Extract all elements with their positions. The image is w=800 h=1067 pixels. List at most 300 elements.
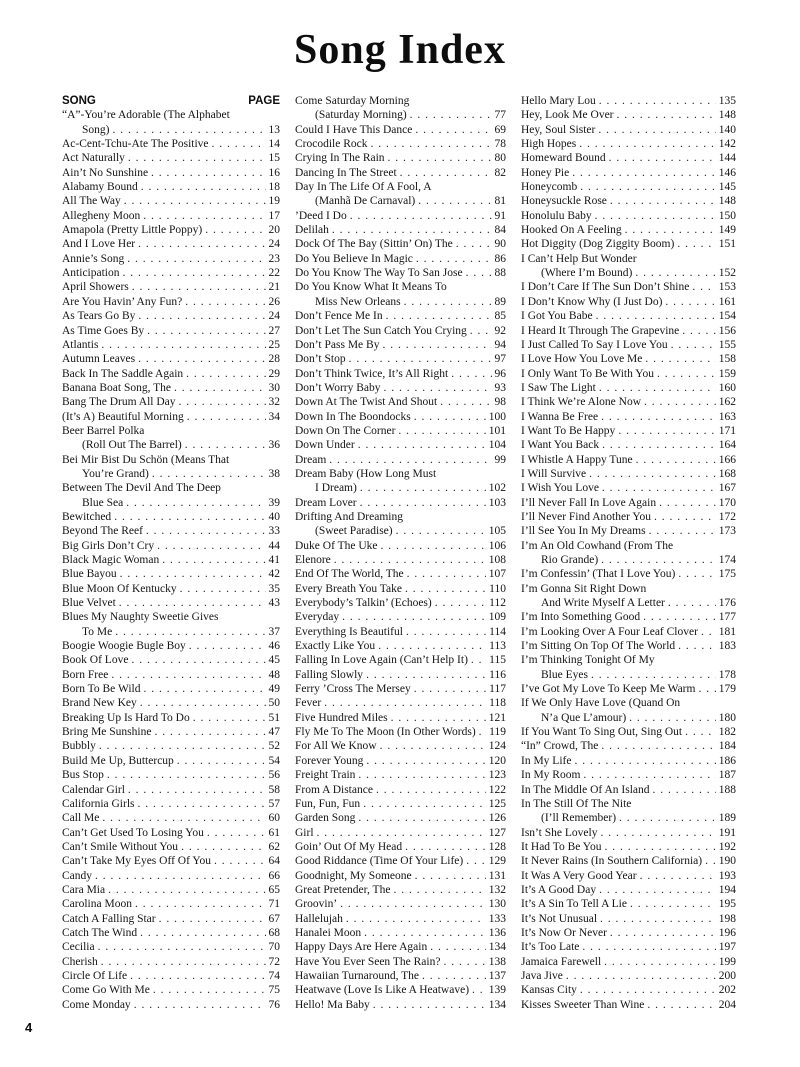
song-page-number: 34 — [268, 410, 280, 423]
song-title: Five Hundred Miles — [295, 711, 388, 724]
dot-leader — [141, 180, 266, 194]
song-page-number: 107 — [488, 568, 506, 581]
dot-leader — [340, 897, 486, 911]
index-entry — [295, 653, 506, 667]
song-page-number: 167 — [718, 482, 736, 495]
song-page-number: 82 — [494, 166, 506, 179]
index-column-3 — [521, 94, 736, 1012]
index-entry — [62, 338, 280, 352]
dot-leader — [415, 869, 486, 883]
song-page-number: 113 — [489, 640, 506, 653]
song-title: It Never Rains (In Southern California) — [521, 855, 703, 868]
song-page-number: 186 — [718, 754, 736, 767]
song-title: Boogie Woogie Bugle Boy — [62, 640, 186, 653]
song-title: Rio Grande) — [541, 554, 599, 566]
song-page-number: 44 — [268, 539, 280, 552]
song-page-number: 105 — [488, 525, 506, 538]
song-title: Miss New Orleans — [315, 295, 401, 308]
dot-leader — [692, 280, 715, 294]
song-page-number: 84 — [494, 224, 506, 237]
song-title: Jamaica Farewell — [521, 955, 602, 968]
dot-leader — [332, 223, 492, 237]
index-entry — [295, 266, 506, 280]
dot-leader — [126, 496, 265, 510]
index-entry — [295, 840, 506, 854]
dot-leader — [418, 194, 491, 208]
song-page-number: 45 — [268, 654, 280, 667]
song-page-number: 191 — [718, 826, 736, 839]
song-page-number: 58 — [268, 783, 280, 796]
dot-leader — [154, 725, 265, 739]
dot-leader — [610, 926, 716, 940]
song-title: Call Me — [62, 812, 100, 825]
song-title: And Write Myself A Letter — [541, 597, 665, 610]
song-title: Catch A Falling Star — [62, 912, 156, 925]
song-page-number: 51 — [268, 711, 280, 724]
song-page-number: 195 — [718, 898, 736, 911]
dot-leader — [358, 438, 486, 452]
song-title: Hey, Look Me Over — [521, 109, 614, 122]
song-title: Hello! Ma Baby — [295, 998, 370, 1011]
index-entry — [62, 983, 280, 997]
song-title: Hey, Soul Sister — [521, 123, 596, 136]
dot-leader — [152, 467, 266, 481]
song-title: Dancing In The Street — [295, 166, 397, 179]
index-entry — [295, 151, 506, 165]
song-title: Don’t Worry Baby — [295, 381, 381, 394]
index-entry — [62, 524, 280, 538]
index-entry — [295, 998, 506, 1012]
song-page-number: 23 — [268, 252, 280, 265]
index-entry — [62, 912, 280, 926]
song-page-number: 154 — [718, 310, 736, 323]
song-title: I Dream) — [315, 482, 357, 495]
index-entry-title-line: I Can’t Help But Wonder — [521, 252, 637, 265]
song-page-number: 104 — [488, 439, 506, 452]
song-title: I’m Confessin’ (That I Love You) — [521, 568, 676, 581]
song-title: Build Me Up, Buttercup — [62, 754, 174, 767]
song-page-number: 78 — [494, 138, 506, 151]
song-page-number: 47 — [268, 726, 280, 739]
song-page-number: 99 — [494, 453, 506, 466]
song-page-number: 187 — [718, 769, 736, 782]
song-page-number: 139 — [488, 984, 506, 997]
dot-leader — [630, 897, 716, 911]
song-title: Everyday — [295, 611, 340, 624]
dot-leader — [583, 768, 715, 782]
dot-leader — [604, 840, 715, 854]
dot-leader — [572, 166, 716, 180]
song-page-number: 46 — [268, 640, 280, 653]
song-page-number: 177 — [718, 611, 736, 624]
dot-leader — [107, 768, 266, 782]
dot-leader — [132, 280, 266, 294]
song-page-number: 67 — [268, 912, 280, 925]
index-entry — [521, 739, 736, 753]
song-title: I’m Looking Over A Four Leaf Clover — [521, 625, 698, 638]
dot-leader — [398, 424, 485, 438]
index-entry-title-line: Bei Mir Bist Du Schön (Means That — [62, 453, 230, 466]
song-title: I Wish You Love — [521, 482, 599, 495]
song-page-number: 108 — [488, 554, 506, 566]
index-entry — [521, 381, 736, 395]
index-entry-title-line: I’m An Old Cowhand (From The — [521, 539, 674, 552]
index-entry — [62, 123, 280, 137]
song-page-number: 103 — [488, 496, 506, 509]
song-page-number: 189 — [718, 812, 736, 825]
dot-leader — [138, 309, 265, 323]
dot-leader — [115, 625, 265, 639]
index-entry — [295, 725, 506, 739]
dot-leader — [153, 983, 266, 997]
dot-leader — [342, 610, 486, 624]
dot-leader — [466, 266, 492, 280]
dot-leader — [414, 682, 486, 696]
index-entry — [295, 108, 506, 122]
index-entry — [295, 783, 506, 797]
song-title: Fever — [295, 697, 322, 710]
dot-leader — [599, 883, 716, 897]
dot-leader — [602, 438, 716, 452]
song-title: From A Distance — [295, 783, 373, 796]
index-entry — [521, 237, 736, 251]
dot-leader — [186, 367, 265, 381]
index-entry — [521, 969, 736, 983]
song-title: Alabamy Bound — [62, 181, 138, 194]
song-title: It Had To Be You — [521, 840, 602, 853]
index-entry — [62, 280, 280, 294]
dot-leader — [386, 309, 492, 323]
dot-leader — [701, 625, 716, 639]
song-title: Falling In Love Again (Can’t Help It) — [295, 654, 468, 667]
song-page-number: 129 — [488, 855, 506, 868]
song-page-number: 24 — [268, 310, 280, 323]
song-page-number: 196 — [718, 926, 736, 939]
song-page-number: 17 — [268, 209, 280, 222]
index-entry — [295, 453, 506, 467]
song-page-number: 148 — [718, 109, 736, 122]
dot-leader — [135, 897, 266, 911]
song-page-number: 121 — [488, 711, 506, 724]
song-title: I Think We’re Alone Now — [521, 396, 642, 409]
dot-leader — [189, 639, 266, 653]
dot-leader — [114, 510, 265, 524]
song-page-number: 123 — [488, 769, 506, 782]
song-page-number: 71 — [268, 898, 280, 911]
song-title: Calendar Girl — [62, 783, 125, 796]
index-entry — [521, 352, 736, 366]
song-page-number: 163 — [718, 410, 736, 423]
song-title: As Time Goes By — [62, 324, 145, 337]
index-entry — [295, 137, 506, 151]
dot-leader — [382, 338, 491, 352]
song-title: Honolulu Baby — [521, 209, 592, 222]
song-title: Kansas City — [521, 984, 577, 997]
song-title: Heatwave (Love Is Like A Heatwave) — [295, 984, 470, 997]
index-entry — [295, 883, 506, 897]
song-title: Candy — [62, 869, 93, 882]
dot-leader — [143, 209, 265, 223]
index-entry — [295, 768, 506, 782]
index-entry — [62, 166, 280, 180]
song-title: Don’t Pass Me By — [295, 338, 380, 351]
song-page-number: 199 — [718, 955, 736, 968]
index-entry — [295, 438, 506, 452]
song-title: I Don’t Know Why (I Just Do) — [521, 295, 663, 308]
song-page-number: 109 — [488, 611, 506, 624]
song-page-number: 40 — [268, 510, 280, 523]
song-title: Annie’s Song — [62, 252, 125, 265]
song-page-number: 54 — [268, 754, 280, 767]
index-entry — [521, 266, 736, 280]
index-entry — [62, 754, 280, 768]
index-entry — [295, 524, 506, 538]
dot-leader — [601, 553, 716, 567]
song-page-number: 168 — [718, 467, 736, 480]
song-title: Hooked On A Feeling — [521, 224, 622, 237]
song-title: Ain’t No Sunshine — [62, 166, 149, 179]
index-entry — [62, 797, 280, 811]
song-page-number: 28 — [268, 353, 280, 366]
index-entry — [62, 209, 280, 223]
index-column-2 — [295, 94, 506, 1012]
song-page-number: 125 — [488, 797, 506, 810]
song-page-number: 160 — [718, 381, 736, 394]
index-entry — [295, 410, 506, 424]
page-title: Song Index — [294, 27, 506, 73]
dot-leader — [456, 237, 492, 251]
index-entry — [295, 854, 506, 868]
song-page-number: 20 — [268, 224, 280, 237]
song-title: Everybody’s Talkin’ (Echoes) — [295, 597, 432, 610]
dot-leader — [470, 324, 492, 338]
song-page-number: 135 — [718, 95, 736, 107]
song-title: Back In The Saddle Again — [62, 367, 184, 380]
dot-leader — [440, 395, 491, 409]
index-entry — [521, 625, 736, 639]
dot-leader — [212, 137, 266, 151]
song-title: Down At The Twist And Shout — [295, 396, 438, 409]
index-entry — [62, 295, 280, 309]
song-title: I Wanna Be Free — [521, 410, 599, 423]
song-page-number: 96 — [494, 367, 506, 380]
dot-leader — [698, 682, 715, 696]
dot-leader — [705, 854, 716, 868]
song-title: ’Deed I Do — [295, 209, 347, 222]
index-entry — [295, 381, 506, 395]
dot-leader — [95, 869, 265, 883]
dot-leader — [207, 826, 266, 840]
index-entry — [62, 151, 280, 165]
song-page-number: 184 — [718, 740, 736, 753]
song-title: California Girls — [62, 797, 135, 810]
dot-leader — [643, 610, 716, 624]
dot-leader — [381, 539, 486, 553]
song-page-number: 19 — [268, 195, 280, 208]
dot-leader — [99, 739, 266, 753]
song-title: Banana Boat Song, The — [62, 381, 172, 394]
dot-leader — [414, 410, 486, 424]
index-entry — [295, 955, 506, 969]
song-page-number: 115 — [489, 654, 506, 667]
index-entry — [521, 826, 736, 840]
song-title: Anticipation — [62, 267, 120, 280]
dot-leader — [366, 754, 485, 768]
song-page-number: 145 — [718, 181, 736, 194]
song-title: Crying In The Rain — [295, 152, 385, 165]
song-title: I Only Want To Be With You — [521, 367, 654, 380]
dot-leader — [101, 338, 265, 352]
song-page-number: 100 — [488, 410, 506, 423]
dot-leader — [185, 438, 266, 452]
dot-leader — [177, 754, 266, 768]
index-entry — [295, 869, 506, 883]
song-title: It’s A Sin To Tell A Lie — [521, 898, 627, 911]
index-entry — [62, 266, 280, 280]
song-page-number: 192 — [718, 840, 736, 853]
song-title: (It’s A) Beautiful Morning — [62, 410, 184, 423]
song-title: Fly Me To The Moon (In Other Words) — [295, 726, 476, 739]
index-entry — [62, 395, 280, 409]
dot-leader — [598, 123, 715, 137]
index-entry-title-line: Day In The Life Of A Fool, A — [295, 181, 432, 194]
dot-leader — [609, 151, 716, 165]
song-page-number: 181 — [718, 625, 736, 638]
song-page-number: 88 — [494, 267, 506, 280]
index-entry — [521, 166, 736, 180]
dot-leader — [98, 940, 266, 954]
song-title: Forever Young — [295, 754, 364, 767]
dot-leader — [625, 223, 716, 237]
song-page-number: 175 — [718, 568, 736, 581]
song-title: Cherish — [62, 955, 98, 968]
song-title: Honeycomb — [521, 181, 578, 194]
dot-leader — [214, 854, 265, 868]
dot-leader — [130, 969, 265, 983]
dot-leader — [599, 381, 716, 395]
song-page-number: 106 — [488, 539, 506, 552]
index-entry — [521, 983, 736, 997]
index-entry — [62, 998, 280, 1012]
song-title: Carolina Moon — [62, 898, 132, 911]
song-page-number: 126 — [488, 812, 506, 825]
index-entry — [521, 410, 736, 424]
dot-leader — [435, 596, 486, 610]
dot-leader — [157, 539, 265, 553]
song-page-number: 155 — [718, 338, 736, 351]
dot-leader — [405, 840, 486, 854]
index-entry — [521, 854, 736, 868]
song-title: I Whistle A Happy Tune — [521, 453, 633, 466]
song-page-number: 25 — [268, 338, 280, 351]
song-page-number: 166 — [718, 453, 736, 466]
song-page-number: 171 — [718, 424, 736, 437]
dot-leader — [654, 510, 716, 524]
song-title: Happy Days Are Here Again — [295, 941, 428, 954]
song-title: It’s Too Late — [521, 941, 580, 954]
dot-leader — [371, 137, 492, 151]
song-title: For All We Know — [295, 740, 377, 753]
index-entry-title-line: I’m Gonna Sit Right Down — [521, 582, 647, 595]
song-title: I’ll See You In My Dreams — [521, 525, 646, 538]
index-entry — [521, 123, 736, 137]
index-entry — [295, 123, 506, 137]
song-page-number: 190 — [718, 855, 736, 868]
index-entry — [521, 553, 736, 567]
song-title: Hot Diggity (Dog Ziggity Boom) — [521, 238, 675, 251]
song-title: Every Breath You Take — [295, 582, 402, 595]
dot-leader — [466, 854, 486, 868]
index-entry — [521, 926, 736, 940]
song-page-number: 38 — [268, 467, 280, 480]
dot-leader — [644, 395, 716, 409]
song-page-number: 134 — [488, 998, 506, 1011]
song-title: Down Under — [295, 439, 355, 452]
dot-leader — [324, 696, 486, 710]
index-entry-title-line: In The Still Of The Nite — [521, 797, 632, 810]
song-page-number: 183 — [718, 640, 736, 653]
song-page-number: 14 — [268, 138, 280, 151]
index-entry — [295, 682, 506, 696]
song-title: Crocodile Rock — [295, 138, 368, 151]
index-entry — [295, 295, 506, 309]
song-header-label: SONG — [62, 95, 96, 107]
column-header — [62, 94, 280, 108]
dot-leader — [574, 754, 715, 768]
dot-leader — [174, 381, 265, 395]
dot-leader — [422, 969, 486, 983]
song-title: Blue Velvet — [62, 597, 116, 610]
dot-leader — [629, 711, 716, 725]
index-entry — [295, 811, 506, 825]
index-entry — [62, 969, 280, 983]
song-title: End Of The World, The — [295, 568, 404, 581]
index-entry — [521, 912, 736, 926]
index-entry — [62, 438, 280, 452]
dot-leader — [123, 266, 266, 280]
song-page-number: 30 — [268, 381, 280, 394]
dot-leader — [479, 725, 487, 739]
song-title: Exactly Like You — [295, 640, 376, 653]
song-title: Could I Have This Dance — [295, 123, 413, 136]
song-title: I’m Into Something Good — [521, 611, 641, 624]
song-page-number: 42 — [268, 568, 280, 581]
song-page-number: 15 — [268, 152, 280, 165]
song-page-number: 32 — [268, 396, 280, 409]
dot-leader — [102, 811, 265, 825]
song-title: Amapola (Pretty Little Poppy) — [62, 224, 203, 237]
song-title: In My Room — [521, 769, 581, 782]
dot-leader — [619, 811, 716, 825]
song-page-number: 174 — [718, 554, 736, 566]
dot-leader — [671, 338, 716, 352]
index-entry — [295, 539, 506, 553]
index-entry — [62, 668, 280, 682]
song-page-number: 68 — [268, 926, 280, 939]
song-page-number: 136 — [488, 926, 506, 939]
index-entry — [62, 553, 280, 567]
index-entry — [521, 668, 736, 682]
song-page-number: 179 — [718, 683, 736, 696]
song-page-number: 35 — [268, 582, 280, 595]
dot-leader — [101, 955, 266, 969]
index-entry — [62, 410, 280, 424]
index-entry — [295, 424, 506, 438]
song-page-number: 152 — [718, 267, 736, 280]
song-title: Come Monday — [62, 998, 131, 1011]
index-entry — [295, 969, 506, 983]
dot-leader — [180, 582, 266, 596]
